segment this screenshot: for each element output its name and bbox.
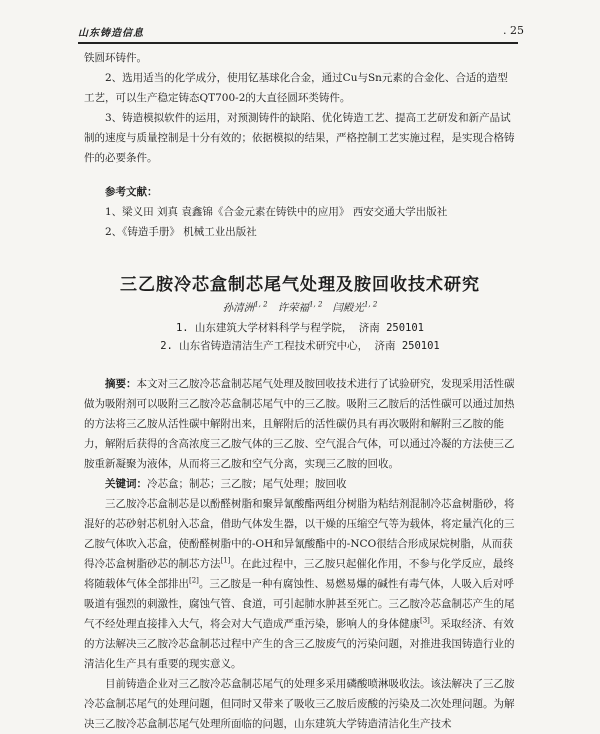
citation-2: [2]: [189, 576, 199, 585]
author-name: 许荣福: [277, 302, 310, 314]
reference-item: 1、梁义田 刘真 袁鑫锦《合金元素在铸铁中的应用》 西安交通大学出版社: [105, 206, 448, 218]
keywords-label: 关键词：: [105, 478, 147, 490]
author-affiliation-mark: 1, 2: [254, 300, 268, 309]
abstract: [84, 374, 516, 474]
author-affiliation-mark: 1, 2: [309, 300, 323, 309]
body-paragraph-2: 目前铸造企业对三乙胺冷芯盒制芯尾气的处理多采用磷酸喷淋吸收法。该法解决了三乙胺冷芯盒制芯尾气的处理问题，但同时又带来了吸收三乙胺后废酸的污染及二次处理问题。为解决三乙胺冷芯盒制芯尾气处理所面临的问题，山东建筑大学铸造清洁化生产技术: [84, 678, 515, 730]
conclusion-item-2: 2、选用适当的化学成分，使用钇基球化合金，通过Cu与Sn元素的合金化、合适的造型工艺，可以生产稳定铸态QT700-2的大直径圆环类铸件。: [84, 72, 508, 104]
citation-1: [1]: [220, 556, 231, 565]
author-name: 孙清洲: [222, 302, 255, 314]
keywords-text: 冷芯盒；制芯；三乙胺；尾气处理；胺回收: [147, 478, 347, 490]
reference-item: 2、《铸造手册》 机械工业出版社: [105, 226, 257, 238]
abstract-label: 摘要：: [105, 378, 137, 390]
author-affiliation-mark: 1, 2: [363, 300, 378, 309]
affiliation-2: 2. 山东省铸造清洁生产工程技术研究中心， 济南 250101: [160, 340, 440, 352]
references-heading: 参考文献：: [105, 186, 158, 198]
running-title: 山东铸造信息: [78, 28, 144, 39]
author-name: 闫殿光: [332, 302, 364, 314]
page-number: . 25: [503, 24, 524, 37]
previous-article-conclusion: [84, 48, 516, 168]
citation-3: [3]: [420, 616, 430, 625]
article-title: 三乙胺冷芯盒制芯尾气处理及胺回收技术研究: [120, 275, 480, 295]
keywords: [84, 474, 516, 494]
abstract-block: [84, 374, 516, 734]
conclusion-item-3: 3、铸造模拟软件的运用，对预測铸件的缺陷、优化铸造工艺、提高工艺研发和新产品试制的速度与质量控制是十分有效的；依据模拟的结果，严格控制工艺实施过程，是实现合格铸件的必要条件。: [84, 112, 515, 164]
page-header: [78, 22, 524, 44]
body-paragraph-1: 三乙胺冷芯盒制芯是以酚醛树脂和聚异氰酸酯两组分树脂为粘结剂混制冷芯盒树脂砂，将混好的芯砂射芯机射入芯盒，借助气体发生器，以干燥的压缩空气等为载体，将定量汽化的三乙胺气体吹入芯盒，使酚醛树脂中的-OH和异氰酸酯中的-NCO很结合形成尿烷树脂，从而获得冷芯盒树脂砂芯的制芯方法[1]。在此过程中，三乙胺只起催化作用，不参与化学反应，最终将随载体气体全部排出[2]。三乙胺是一种有腐蚀性、易燃易爆的碱性有毒气体，人吸入后对呼吸道有强烈的刺激性，腐蚀气管、食道，可引起肺水肿甚至死亡。三乙胺冷芯盒制芯产生的尾气不经处理直接排入大气，将会对大气造成严重污染，影响人的身体健康[3]。采取经济、有效的方法解决三乙胺冷芯盒制芯过程中产生的含三乙胺废气的污染问题，对推进我国铸造行业的清洁化生产具有重要的现实意义。: [84, 498, 515, 670]
abstract-text: 本文对三乙胺冷芯盒制芯尾气处理及胺回收技术进行了试验研究，发现采用活性碳做为吸附剂可以吸附三乙胺冷芯盒制芯尾气中的三乙胺。吸附三乙胺后的活性碳可以通过加热的方法将三乙胺从活性碳中解附出来，且解附后的活性碳仍具有再次吸附和解附三乙胺的能力，解附后获得的含高浓度三乙胺气体的三乙胺、空气混合气体，可以通过冷凝的方法使三乙胺重新凝聚为液体，从而将三乙胺和空气分离，实现三乙胺的回收。: [84, 378, 515, 470]
author-list: [0, 300, 600, 315]
conclusion-line: 铁圆环铸件。: [84, 52, 147, 64]
affiliation-1: 1. 山东建筑大学材料科学与程学院， 济南 250101: [175, 322, 425, 334]
references: [84, 182, 516, 242]
